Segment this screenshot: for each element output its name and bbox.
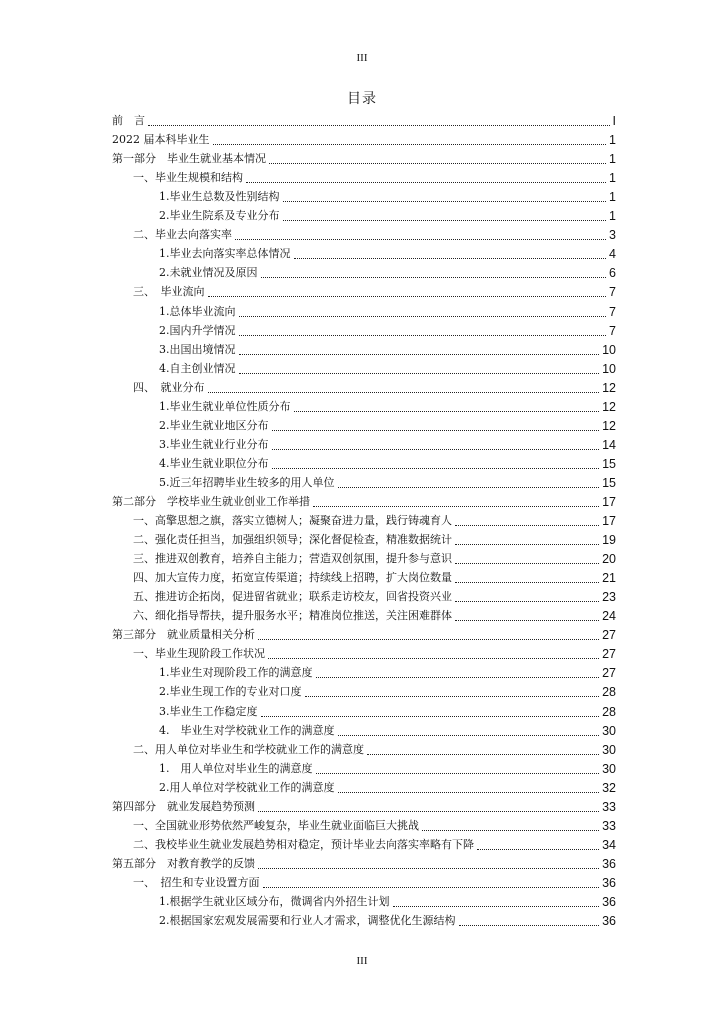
toc-entry-page-number: 33 xyxy=(602,799,616,814)
toc-entry-page-number: 19 xyxy=(602,533,616,548)
toc-entry-label: 一、 招生和专业设置方面 xyxy=(133,875,260,889)
toc-entry-page-number: 27 xyxy=(602,647,616,662)
dot-leader xyxy=(258,810,599,812)
dot-leader xyxy=(477,848,599,850)
dot-leader xyxy=(393,905,600,907)
toc-entry-label: 一、全国就业形势依然严峻复杂，毕业生就业面临巨大挑战 xyxy=(133,818,419,832)
toc-entry[interactable] xyxy=(112,414,616,433)
toc-entry-page-number: 32 xyxy=(602,780,616,795)
dot-leader xyxy=(213,143,607,145)
dot-leader xyxy=(239,334,607,336)
toc-entry-label: 1.毕业生就业单位性质分布 xyxy=(159,399,291,413)
dot-leader xyxy=(455,581,599,583)
toc-entry-page-number: 10 xyxy=(602,361,616,376)
toc-entry-page-number: 7 xyxy=(609,323,616,338)
toc-entry-label: 2.毕业生就业地区分布 xyxy=(159,418,269,432)
toc-entry-page-number: 28 xyxy=(602,704,616,719)
toc-entry-label: 2.毕业生院系及专业分布 xyxy=(159,209,280,223)
toc-entry[interactable] xyxy=(112,280,616,299)
toc-entry-label: 前 言 xyxy=(112,114,145,128)
toc-entry[interactable] xyxy=(112,357,616,376)
toc-entry-label: 1.毕业去向落实率总体情况 xyxy=(159,247,291,261)
toc-entry-page-number: 27 xyxy=(602,628,616,643)
toc-entry[interactable] xyxy=(112,242,616,261)
toc-entry-label: 2.未就业情况及原因 xyxy=(159,266,258,280)
dot-leader xyxy=(294,410,600,412)
dot-leader xyxy=(268,657,599,659)
toc-entry-page-number: 15 xyxy=(602,456,616,471)
toc-entry-page-number: 15 xyxy=(602,475,616,490)
toc-entry-label: 四、加大宣传力度，拓宽宣传渠道；持续线上招聘，扩大岗位数量 xyxy=(133,571,452,585)
dot-leader xyxy=(294,257,607,259)
toc-entry[interactable] xyxy=(112,757,616,776)
toc-entry-label: 第二部分 学校毕业生就业创业工作举措 xyxy=(112,494,310,508)
dot-leader xyxy=(258,867,599,869)
toc-entry[interactable] xyxy=(112,871,616,890)
toc-entry[interactable] xyxy=(112,909,616,928)
dot-leader xyxy=(422,829,599,831)
dot-leader xyxy=(338,791,600,793)
toc-entry-label: 六、细化指导帮扶，提升服务水平；精准岗位推送，关注困难群体 xyxy=(133,609,452,623)
toc-entry[interactable] xyxy=(112,776,616,795)
toc-entry[interactable] xyxy=(112,585,616,604)
toc-entry-label: 四、 就业分布 xyxy=(133,380,205,394)
toc-entry-page-number: 12 xyxy=(602,399,616,414)
toc-entry-label: 第三部分 就业质量相关分析 xyxy=(112,628,255,642)
toc-entry[interactable] xyxy=(112,395,616,414)
dot-leader xyxy=(261,715,600,717)
toc-entry-page-number: 34 xyxy=(602,837,616,852)
dot-leader xyxy=(316,772,600,774)
dot-leader xyxy=(316,676,600,678)
toc-entry-page-number: 7 xyxy=(609,285,616,300)
dot-leader xyxy=(239,353,600,355)
toc-entry-label: 2.用人单位对学校就业工作的满意度 xyxy=(159,780,335,794)
toc-entry[interactable] xyxy=(112,623,616,642)
toc-entry-page-number: 30 xyxy=(602,761,616,776)
dot-leader xyxy=(272,467,600,469)
dot-leader xyxy=(208,391,600,393)
toc-entry-label: 五、推进访企拓岗，促进留省就业；联系走访校友，回省投资兴业 xyxy=(133,590,452,604)
toc-entry[interactable] xyxy=(112,223,616,242)
toc-entry-page-number: 1 xyxy=(609,171,616,186)
toc-entry-label: 5.近三年招聘毕业生较多的用人单位 xyxy=(159,475,335,489)
toc-entry-label: 1.根据学生就业区域分布，微调省内外招生计划 xyxy=(159,894,390,908)
toc-entry[interactable] xyxy=(112,814,616,833)
toc-entry[interactable] xyxy=(112,261,616,280)
dot-leader xyxy=(283,219,607,221)
toc-entry[interactable] xyxy=(112,319,616,338)
toc-entry[interactable] xyxy=(112,680,616,699)
toc-entry-label: 二、强化责任担当，加强组织领导；深化督促检查，精准数据统计 xyxy=(133,533,452,547)
toc-entry[interactable] xyxy=(112,738,616,757)
footer-page-number: III xyxy=(356,955,368,967)
toc-entry[interactable] xyxy=(112,166,616,185)
toc-entry-label: 3.出国出境情况 xyxy=(159,342,236,356)
dot-leader xyxy=(455,524,599,526)
dot-leader xyxy=(261,276,607,278)
toc-entry[interactable] xyxy=(112,128,616,147)
toc-entry-page-number: 3 xyxy=(609,228,616,243)
toc-entry-label: 第五部分 对教育教学的反馈 xyxy=(112,856,255,870)
toc-entry[interactable] xyxy=(112,490,616,509)
toc-entry-page-number: 14 xyxy=(602,437,616,452)
toc-entry-label: 4.毕业生就业职位分布 xyxy=(159,456,269,470)
dot-leader xyxy=(455,600,599,602)
dot-leader xyxy=(338,734,600,736)
toc-entry-label: 1.总体毕业流向 xyxy=(159,304,236,318)
toc-entry[interactable] xyxy=(112,147,616,166)
dot-leader xyxy=(235,238,606,240)
dot-leader xyxy=(263,886,600,888)
toc-entry[interactable] xyxy=(112,604,616,623)
dot-leader xyxy=(246,181,606,183)
toc-entry[interactable] xyxy=(112,795,616,814)
toc-entry-page-number: 17 xyxy=(602,494,616,509)
toc-entry[interactable] xyxy=(112,852,616,871)
dot-leader xyxy=(313,505,599,507)
toc-entry-label: 一、高擎思想之旗，落实立德树人；凝聚奋进力量，践行铸魂育人 xyxy=(133,514,452,528)
toc-entry-label: 二、毕业去向落实率 xyxy=(133,228,232,242)
toc-entry-label: 三、推进双创教育，培养自主能力；营造双创氛围，提升参与意识 xyxy=(133,552,452,566)
toc-entry-label: 2022 届本科毕业生 xyxy=(112,133,210,147)
toc-entry-label: 二、我校毕业生就业发展趋势相对稳定，预计毕业去向落实率略有下降 xyxy=(133,837,474,851)
toc-entry-label: 2.国内升学情况 xyxy=(159,323,236,337)
toc-entry[interactable] xyxy=(112,509,616,528)
toc-entry-page-number: 10 xyxy=(602,342,616,357)
toc-entry[interactable] xyxy=(112,719,616,738)
dot-leader xyxy=(367,753,599,755)
toc-entry[interactable] xyxy=(112,547,616,566)
toc-entry[interactable] xyxy=(112,338,616,357)
toc-entry-page-number: 12 xyxy=(602,418,616,433)
dot-leader xyxy=(148,124,610,126)
dot-leader xyxy=(455,543,599,545)
toc-entry-page-number: I xyxy=(612,114,616,129)
dot-leader xyxy=(305,695,600,697)
toc-entry-page-number: 28 xyxy=(602,685,616,700)
toc-entry-page-number: 1 xyxy=(609,133,616,148)
toc-entry-label: 第四部分 就业发展趋势预测 xyxy=(112,799,255,813)
toc-entry-page-number: 1 xyxy=(609,152,616,167)
toc-entry-page-number: 36 xyxy=(602,894,616,909)
toc-entry-page-number: 1 xyxy=(609,209,616,224)
toc-entry-page-number: 20 xyxy=(602,552,616,567)
toc-entry[interactable] xyxy=(112,471,616,490)
toc-entry[interactable] xyxy=(112,204,616,223)
toc-entry[interactable] xyxy=(112,566,616,585)
toc-entry-page-number: 24 xyxy=(602,609,616,624)
toc-entry-page-number: 4 xyxy=(609,247,616,262)
toc-entry-page-number: 36 xyxy=(602,914,616,929)
toc-entry-label: 2.毕业生现工作的专业对口度 xyxy=(159,685,302,699)
toc-entry-page-number: 1 xyxy=(609,190,616,205)
toc-entry[interactable] xyxy=(112,452,616,471)
dot-leader xyxy=(208,295,607,297)
dot-leader xyxy=(272,429,600,431)
toc-entry-page-number: 27 xyxy=(602,666,616,681)
toc-entry-page-number: 17 xyxy=(602,514,616,529)
dot-leader xyxy=(459,924,600,926)
table-of-contents xyxy=(112,109,616,928)
dot-leader xyxy=(338,486,600,488)
toc-entry-label: 三、 毕业流向 xyxy=(133,285,205,299)
toc-entry[interactable] xyxy=(112,185,616,204)
toc-entry-label: 4. 毕业生对学校就业工作的满意度 xyxy=(159,723,335,737)
toc-entry-label: 1.毕业生对现阶段工作的满意度 xyxy=(159,666,313,680)
toc-entry-label: 一、毕业生现阶段工作状况 xyxy=(133,647,265,661)
toc-entry[interactable] xyxy=(112,433,616,452)
dot-leader xyxy=(269,162,606,164)
toc-entry[interactable] xyxy=(112,661,616,680)
dot-leader xyxy=(239,372,600,374)
dot-leader xyxy=(455,619,599,621)
toc-entry-label: 第一部分 毕业生就业基本情况 xyxy=(112,152,266,166)
toc-entry-page-number: 23 xyxy=(602,590,616,605)
toc-entry[interactable] xyxy=(112,109,616,128)
toc-entry-label: 一、毕业生规模和结构 xyxy=(133,171,243,185)
toc-entry-page-number: 36 xyxy=(602,856,616,871)
toc-entry[interactable] xyxy=(112,833,616,852)
dot-leader xyxy=(239,315,607,317)
dot-leader xyxy=(455,562,599,564)
toc-entry-page-number: 12 xyxy=(602,380,616,395)
toc-entry-label: 2.根据国家宏观发展需要和行业人才需求，调整优化生源结构 xyxy=(159,914,456,928)
toc-entry[interactable] xyxy=(112,890,616,909)
toc-entry-page-number: 36 xyxy=(602,875,616,890)
toc-entry-page-number: 30 xyxy=(602,723,616,738)
toc-entry-page-number: 6 xyxy=(609,266,616,281)
toc-entry-label: 二、用人单位对毕业生和学校就业工作的满意度 xyxy=(133,742,364,756)
toc-entry-label: 3.毕业生就业行业分布 xyxy=(159,437,269,451)
toc-entry[interactable] xyxy=(112,299,616,318)
toc-entry-page-number: 21 xyxy=(602,571,616,586)
toc-entry-page-number: 30 xyxy=(602,742,616,757)
dot-leader xyxy=(258,638,599,640)
toc-entry-label: 4.自主创业情况 xyxy=(159,361,236,375)
dot-leader xyxy=(272,448,600,450)
toc-entry[interactable] xyxy=(112,642,616,661)
toc-entry-label: 1. 用人单位对毕业生的满意度 xyxy=(159,761,313,775)
toc-entry-label: 1.毕业生总数及性别结构 xyxy=(159,190,280,204)
toc-title: 目录 xyxy=(347,91,377,107)
toc-entry-page-number: 33 xyxy=(602,818,616,833)
toc-entry[interactable] xyxy=(112,376,616,395)
toc-entry-page-number: 7 xyxy=(609,304,616,319)
toc-entry[interactable] xyxy=(112,699,616,718)
toc-entry-label: 3.毕业生工作稳定度 xyxy=(159,704,258,718)
header-page-number: III xyxy=(356,52,368,64)
dot-leader xyxy=(283,200,607,202)
toc-entry[interactable] xyxy=(112,528,616,547)
